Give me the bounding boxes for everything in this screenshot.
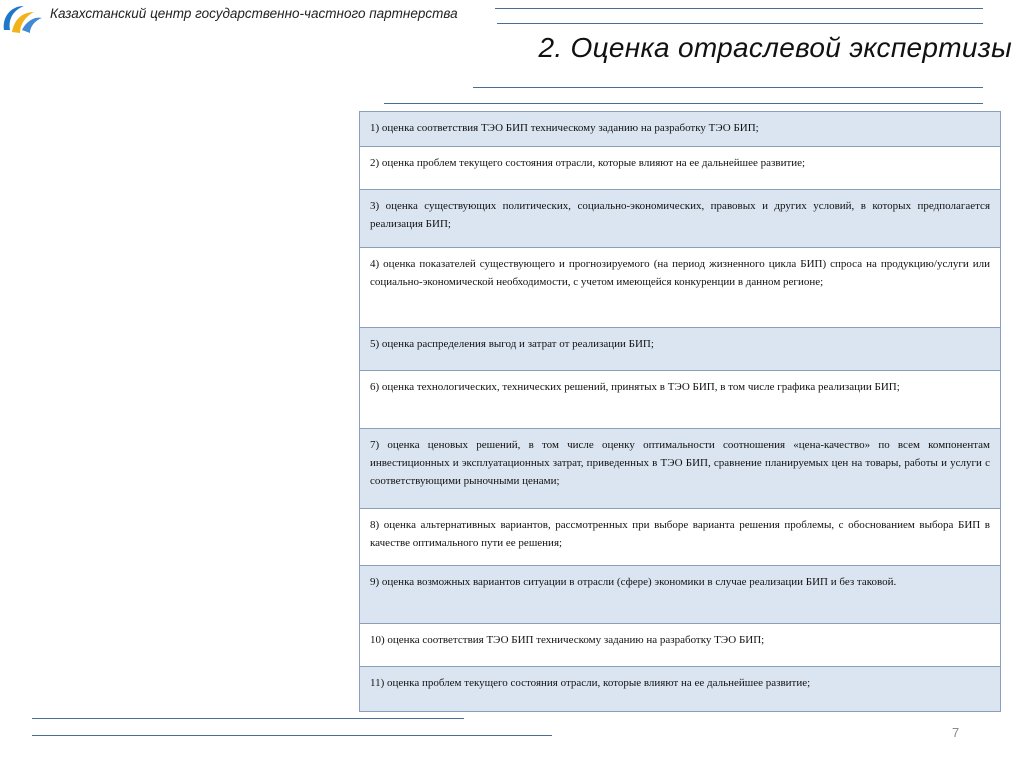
- table-row: [360, 248, 1001, 328]
- table-row: [360, 624, 1001, 667]
- table-row: [360, 566, 1001, 624]
- criteria-table: [359, 111, 1001, 712]
- table-row: [360, 429, 1001, 509]
- footer-rule-1: [32, 718, 464, 719]
- criteria-item: 9) оценка возможных вариантов ситуации в отрасли (сфере) экономики в случае реализации БИП и без таковой.: [360, 566, 1001, 624]
- table-row: [360, 328, 1001, 371]
- criteria-item: 1) оценка соответствия ТЭО БИП техническому заданию на разработку ТЭО БИП;: [360, 112, 1001, 147]
- criteria-item: 3) оценка существующих политических, социально-экономических, правовых и других условий, в которых предполагается реализация БИП;: [360, 190, 1001, 248]
- header-rule-top-1: [495, 8, 983, 9]
- table-row: [360, 190, 1001, 248]
- slide-title: 2. Оценка отраслевой экспертизы: [538, 32, 1012, 63]
- criteria-item: 6) оценка технологических, технических решений, принятых в ТЭО БИП, в том числе графика реализации БИП;: [360, 371, 1001, 429]
- kcgchp-logo-icon: [0, 0, 46, 36]
- title-rule-2: [384, 103, 983, 104]
- table-row: [360, 509, 1001, 566]
- table-row: [360, 112, 1001, 147]
- criteria-item: 7) оценка ценовых решений, в том числе оценку оптимальности соотношения «цена-качество» по всем компонентам инвестиционных и эксплуатационных затрат, приведенных в ТЭО БИП, сравнение планируемых цен на товары, работы и услуги с соответствующими рыночными ценами;: [360, 429, 1001, 509]
- header-rule-top-2: [497, 23, 983, 24]
- organization-name: Казахстанский центр государственно-частного партнерства: [50, 6, 458, 21]
- criteria-item: 4) оценка показателей существующего и прогнозируемого (на период жизненного цикла БИП) спроса на продукцию/услуги или социально-экономической необходимости, с учетом имеющейся конкуренции в данном регионе;: [360, 248, 1001, 328]
- table-row: [360, 667, 1001, 712]
- title-rule-1: [473, 87, 983, 88]
- criteria-item: 11) оценка проблем текущего состояния отрасли, которые влияют на ее дальнейшее развитие;: [360, 667, 1001, 712]
- table-row: [360, 147, 1001, 190]
- criteria-item: 10) оценка соответствия ТЭО БИП техническому заданию на разработку ТЭО БИП;: [360, 624, 1001, 667]
- page-number: 7: [952, 725, 960, 740]
- footer-rule-2: [32, 735, 552, 736]
- criteria-item: 2) оценка проблем текущего состояния отрасли, которые влияют на ее дальнейшее развитие;: [360, 147, 1001, 190]
- criteria-item: 8) оценка альтернативных вариантов, рассмотренных при выборе варианта решения проблемы, с обоснованием выбора БИП в качестве оптимального пути ее решения;: [360, 509, 1001, 566]
- table-row: [360, 371, 1001, 429]
- criteria-item: 5) оценка распределения выгод и затрат от реализации БИП;: [360, 328, 1001, 371]
